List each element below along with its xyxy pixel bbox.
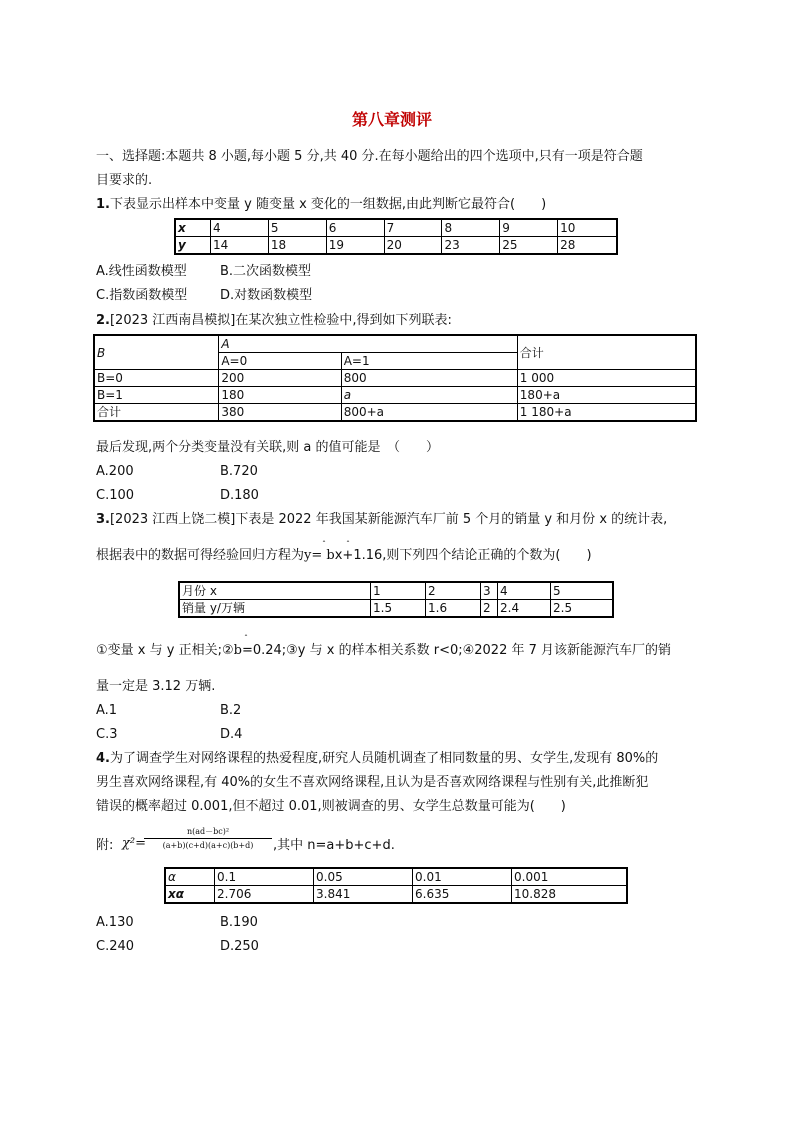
table-cell: 10.828 <box>512 886 628 904</box>
table-cell: 1.5 <box>371 600 426 618</box>
table-cell: 8 <box>442 219 500 237</box>
table-cell: 3.841 <box>314 886 413 904</box>
table-cell: 6 <box>326 219 384 237</box>
table-cell: 7 <box>384 219 442 237</box>
question-1-stem <box>96 197 546 213</box>
table-cell: 0.1 <box>215 868 314 886</box>
question-1-table <box>174 218 618 255</box>
question-2-option-a: A.200 <box>96 464 134 479</box>
table-cell: 合计 <box>94 404 219 422</box>
question-1-option-d: D.对数函数模型 <box>220 288 313 303</box>
question-4-text: 为了调查学生对网络课程的热爱程度,研究人员随机调查了相同数量的男、女学生,发现有 80%的 <box>109 751 659 766</box>
question-2-number: 2. <box>96 313 110 328</box>
table-cell: 0.05 <box>314 868 413 886</box>
table-cell: 5 <box>268 219 326 237</box>
table-cell: A=0 <box>219 353 341 370</box>
table-cell: 180+a <box>517 387 696 404</box>
table-cell: 0.001 <box>512 868 628 886</box>
table-cell: 2.706 <box>215 886 314 904</box>
table-cell: 9 <box>500 219 558 237</box>
question-4-stem-line2: 男生喜欢网络课程,有 40%的女生不喜欢网络课程,且认为是否喜欢网络课程与性别有关,此推断犯 <box>96 775 649 790</box>
table-cell: 380 <box>219 404 341 422</box>
table-cell: 1 000 <box>517 370 696 387</box>
question-1-text: 下表显示出样本中变量 y 随变量 x 变化的一组数据,由此判断它最符合( ) <box>109 197 547 212</box>
question-2-condition: 最后发现,两个分类变量没有关联,则 a 的值可能是 （ ） <box>96 440 439 455</box>
equation-y: y <box>304 548 312 563</box>
question-4-option-d: D.250 <box>220 939 259 954</box>
question-2-option-b: B.720 <box>220 464 258 479</box>
formula-numerator: n(ad－bc)² <box>186 827 230 836</box>
table-row <box>94 335 696 353</box>
statement-part-c: =0.24;③y 与 x 的样本相关系数 r<0;④2022 年 7 月该新能源汽车厂的销 <box>241 643 672 658</box>
question-2-text: [2023 江西南昌模拟]在某次独立性检验中,得到如下列联表: <box>109 313 452 328</box>
question-4-number: 4. <box>96 751 110 766</box>
table-cell: 5 <box>551 582 614 600</box>
question-3-option-a: A.1 <box>96 703 118 718</box>
table-cell: 合计 <box>517 335 696 370</box>
question-4-option-c: C.240 <box>96 939 135 954</box>
table-cell: 18 <box>268 237 326 255</box>
hat-mark-icon: ˆ <box>322 540 326 549</box>
question-3-option-b: B.2 <box>220 703 242 718</box>
table-cell: 月份 x <box>179 582 371 600</box>
table-row <box>179 582 613 600</box>
table-cell: 800 <box>341 370 517 387</box>
section-instructions-line1: 一、选择题:本题共 8 小题,每小题 5 分,共 40 分.在每小题给出的四个选项中,只有一项是符合题 <box>96 149 643 164</box>
table-cell: 800+a <box>341 404 517 422</box>
table-cell: 0.01 <box>413 868 512 886</box>
question-4-stem-line1 <box>96 751 658 767</box>
table-cell: α <box>165 868 215 886</box>
question-4-table <box>164 867 628 904</box>
table-cell: x <box>175 219 211 237</box>
table-cell: 10 <box>558 219 617 237</box>
table-cell: B <box>94 335 219 370</box>
question-2-option-d: D.180 <box>220 488 259 503</box>
table-cell: 25 <box>500 237 558 255</box>
formula-where: ,其中 n=a+b+c+d. <box>273 838 395 853</box>
formula-chi-square: χ²= <box>122 836 146 851</box>
question-3-regression-line <box>96 548 592 564</box>
question-1-option-b: B.二次函数模型 <box>220 264 312 279</box>
statement-b-hat: b <box>233 643 242 658</box>
hat-mark-icon: ˆ <box>346 540 350 549</box>
question-3-statements-line2: 量一定是 3.12 万辆. <box>96 679 216 694</box>
question-3-stem <box>96 512 667 528</box>
table-row <box>165 886 627 904</box>
table-row <box>165 868 627 886</box>
table-row <box>94 387 696 404</box>
table-row <box>175 219 617 237</box>
table-cell: 4 <box>211 219 269 237</box>
question-1-option-a: A.线性函数模型 <box>96 264 187 279</box>
question-3-option-c: C.3 <box>96 727 118 742</box>
section-instructions-line2: 目要求的. <box>96 173 153 188</box>
table-cell: a <box>341 387 517 404</box>
question-4-option-b: B.190 <box>220 915 258 930</box>
table-cell: 20 <box>384 237 442 255</box>
question-3-option-d: D.4 <box>220 727 243 742</box>
equation-b: = b <box>311 548 335 563</box>
table-cell: 1 180+a <box>517 404 696 422</box>
table-cell: 2.4 <box>498 600 551 618</box>
question-3-table <box>178 581 614 618</box>
table-cell: B=0 <box>94 370 219 387</box>
hat-mark-icon: ˆ <box>244 634 248 643</box>
question-3-line2-prefix: 根据表中的数据可得经验回归方程为 <box>96 548 305 563</box>
table-row <box>175 237 617 255</box>
table-cell: A=1 <box>341 353 517 370</box>
table-row <box>179 600 613 618</box>
question-1-number: 1. <box>96 197 110 212</box>
table-cell: 180 <box>219 387 341 404</box>
table-cell: 2 <box>481 600 498 618</box>
table-cell: 3 <box>481 582 498 600</box>
page-title: 第八章测评 <box>352 110 433 129</box>
table-cell: 2 <box>426 582 481 600</box>
table-cell: 4 <box>498 582 551 600</box>
table-cell: y <box>175 237 211 255</box>
table-cell: 14 <box>211 237 269 255</box>
table-cell: A <box>219 335 517 353</box>
table-row <box>94 404 696 422</box>
table-cell: 28 <box>558 237 617 255</box>
question-3-text: [2023 江西上饶二模]下表是 2022 年我国某新能源汽车厂前 5 个月的销量 y 和月份 x 的统计表, <box>109 512 668 527</box>
question-3-number: 3. <box>96 512 110 527</box>
table-cell: 1.6 <box>426 600 481 618</box>
equation-rest: x+1.16,则下列四个结论正确的个数为( ) <box>334 548 592 563</box>
formula-fraction-bar <box>144 838 272 839</box>
formula-denominator: (a+b)(c+d)(a+c)(b+d) <box>162 841 254 850</box>
table-cell: 1 <box>371 582 426 600</box>
table-cell: 19 <box>326 237 384 255</box>
table-cell: 23 <box>442 237 500 255</box>
question-2-stem <box>96 313 452 329</box>
table-cell: 200 <box>219 370 341 387</box>
question-2-option-c: C.100 <box>96 488 135 503</box>
question-4-option-a: A.130 <box>96 915 134 930</box>
statement-part-a: ①变量 x 与 y 正相关;② <box>96 643 234 658</box>
question-3-statements <box>96 643 671 659</box>
table-cell: 6.635 <box>413 886 512 904</box>
table-cell: B=1 <box>94 387 219 404</box>
question-2-table <box>93 334 697 422</box>
table-row <box>94 370 696 387</box>
formula-label: 附: <box>96 838 114 853</box>
question-1-option-c: C.指数函数模型 <box>96 288 188 303</box>
question-4-stem-line3: 错误的概率超过 0.001,但不超过 0.01,则被调查的男、女学生总数量可能为( ) <box>96 799 566 814</box>
table-cell: 销量 y/万辆 <box>179 600 371 618</box>
table-cell: xα <box>165 886 215 904</box>
table-cell: 2.5 <box>551 600 614 618</box>
